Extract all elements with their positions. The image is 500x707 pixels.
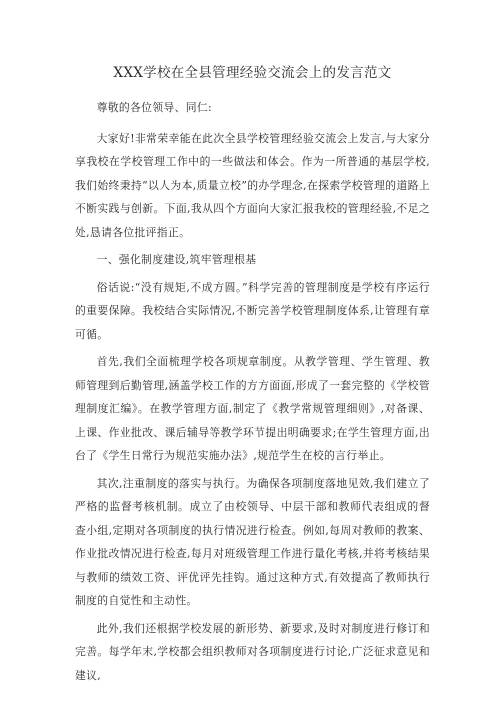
- salutation: 尊敬的各位领导、同仁:: [96, 101, 213, 114]
- section-heading-1: 一、强化制度建设,筑牢管理根基: [96, 253, 257, 266]
- paragraph-additionally: 此外,我们还根据学校发展的新形势、新要求,及时对制度进行修订和完善。每学年末,学校都会组织教师对各项制度进行讨论,广泛征求意见和建议,: [75, 621, 430, 682]
- paragraph-second: 其次,注重制度的落实与执行。为确保各项制度落地见效,我们建立了严格的监督考核机制。成立了由校领导、中层干部和教师代表组成的督查小组,定期对各项制度的执行情况进行检查。例如,每周对教师的教案、作业批改情况进行检查,每月对班级管理工作进行量化考核,并将考核结果与教师的绩效工资、评优评先挂钩。通过这种方式,有效提高了教师执行制度的自觉性和主动性。: [75, 476, 430, 607]
- paragraph-opening: 大家好!非常荣幸能在此次全县学校管理经验交流会上发言,与大家分享我校在学校管理工作中的一些做法和体会。作为一所普通的基层学校,我们始终秉持“以人为本,质量立校”的办学理念,在探索学校管理的道路上不断实践与创新。下面,我从四个方面向大家汇报我校的管理经验,不足之处,恳请各位批评指正。: [75, 131, 430, 239]
- paragraph-proverb: 俗话说:“没有规矩,不成方圆。”科学完善的管理制度是学校有序运行的重要保障。我校结合实际情况,不断完善学校管理制度体系,让管理有章可循。: [75, 280, 430, 341]
- document-title: XXX学校在全县管理经验交流会上的发言范文: [113, 65, 392, 81]
- paragraph-first: 首先,我们全面梳理学校各项规章制度。从教学管理、学生管理、教师管理到后勤管理,涵盖学校工作的方方面面,形成了一套完整的《学校管理制度汇编》。在教学管理方面,制定了《教学常规管理细则》,对备课、上课、作业批改、课后辅导等教学环节提出明确要求;在学生管理方面,出台了《学生日常行为规范实施办法》,规范学生在校的言行举止。: [75, 355, 430, 462]
